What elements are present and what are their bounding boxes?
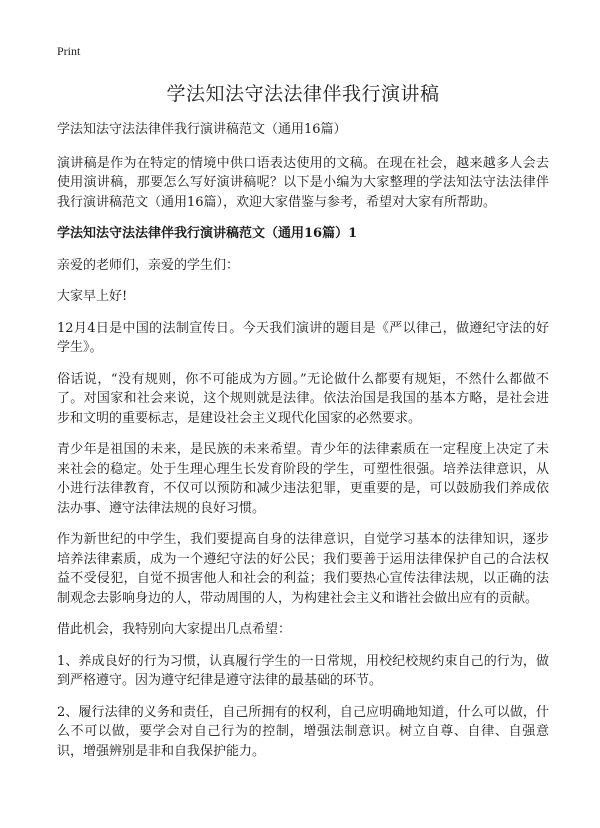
body-paragraph: 12月4日是中国的法制宣传日。今天我们演讲的题目是《严以律己，做遵纪守法的好学生》。 bbox=[57, 320, 549, 355]
document-subtitle: 学法知法守法法律伴我行演讲稿范文（通用16篇） bbox=[57, 122, 347, 137]
body-paragraph: 青少年是祖国的未来，是民族的未来希望。青少年的法律素质在一定程度上决定了未来社会的稳定。处于生理心理生长发育阶段的学生，可塑性很强。培养法律意识，从小进行法律教育，不仅可以预防和减少违法犯罪，更重要的是，可以鼓励我们养成依法办事、遵守法律法规的良好习惯。 bbox=[57, 442, 549, 516]
section-heading: 学法知法守法法律伴我行演讲稿范文（通用16篇）1 bbox=[57, 226, 358, 241]
body-paragraph: 作为新世纪的中学生，我们要提高自身的法律意识，自觉学习基本的法律知识，逐步培养法律素质，成为一个遵纪守法的好公民；我们要善于运用法律保护自己的合法权益不受侵犯，自觉不损害他人和社会的利益；我们要热心宣传法律法规，以正确的法制观念去影响身边的人，带动周围的人，为构建社会主义和谐社会做出应有的贡献。 bbox=[57, 532, 549, 606]
body-paragraph: 借此机会，我特别向大家提出几点希望： bbox=[57, 622, 292, 637]
body-paragraph: 俗话说，“没有规则，你不可能成为方圆。”无论做什么都要有规矩，不然什么都做不了。对国家和社会来说，这个规则就是法律。依法治国是我国的基本方略，是社会进步和文明的重要标志，是建设社会主义现代化国家的必然要求。 bbox=[57, 371, 549, 426]
list-item: 2、履行法律的义务和责任，自己所拥有的权利，自己应明确地知道，什么可以做，什么不可以做，要学会对自己行为的控制，增强法制意识。树立自尊、自律、自强意识，增强辨别是非和自我保护能力。 bbox=[57, 704, 549, 759]
page-title: 学法知法守法法律伴我行演讲稿 bbox=[166, 83, 440, 105]
body-paragraph: 大家早上好! bbox=[57, 289, 128, 304]
list-item: 1、养成良好的行为习惯，认真履行学生的一日常规，用校纪校规约束自己的行为，做到严格遵守。因为遵守纪律是遵守法律的最基础的环节。 bbox=[57, 653, 549, 688]
intro-paragraph: 演讲稿是作为在特定的情境中供口语表达使用的文稿。在现在社会，越来越多人会去使用演讲稿，那要怎么写好演讲稿呢？以下是小编为大家整理的学法知法守法法律伴我行演讲稿范文（通用16篇），欢迎大家借鉴与参考，希望对大家有所帮助。 bbox=[57, 155, 549, 210]
print-link[interactable]: Print bbox=[57, 44, 81, 58]
body-paragraph: 亲爱的老师们，亲爱的学生们： bbox=[57, 257, 240, 273]
document-body bbox=[57, 120, 549, 773]
